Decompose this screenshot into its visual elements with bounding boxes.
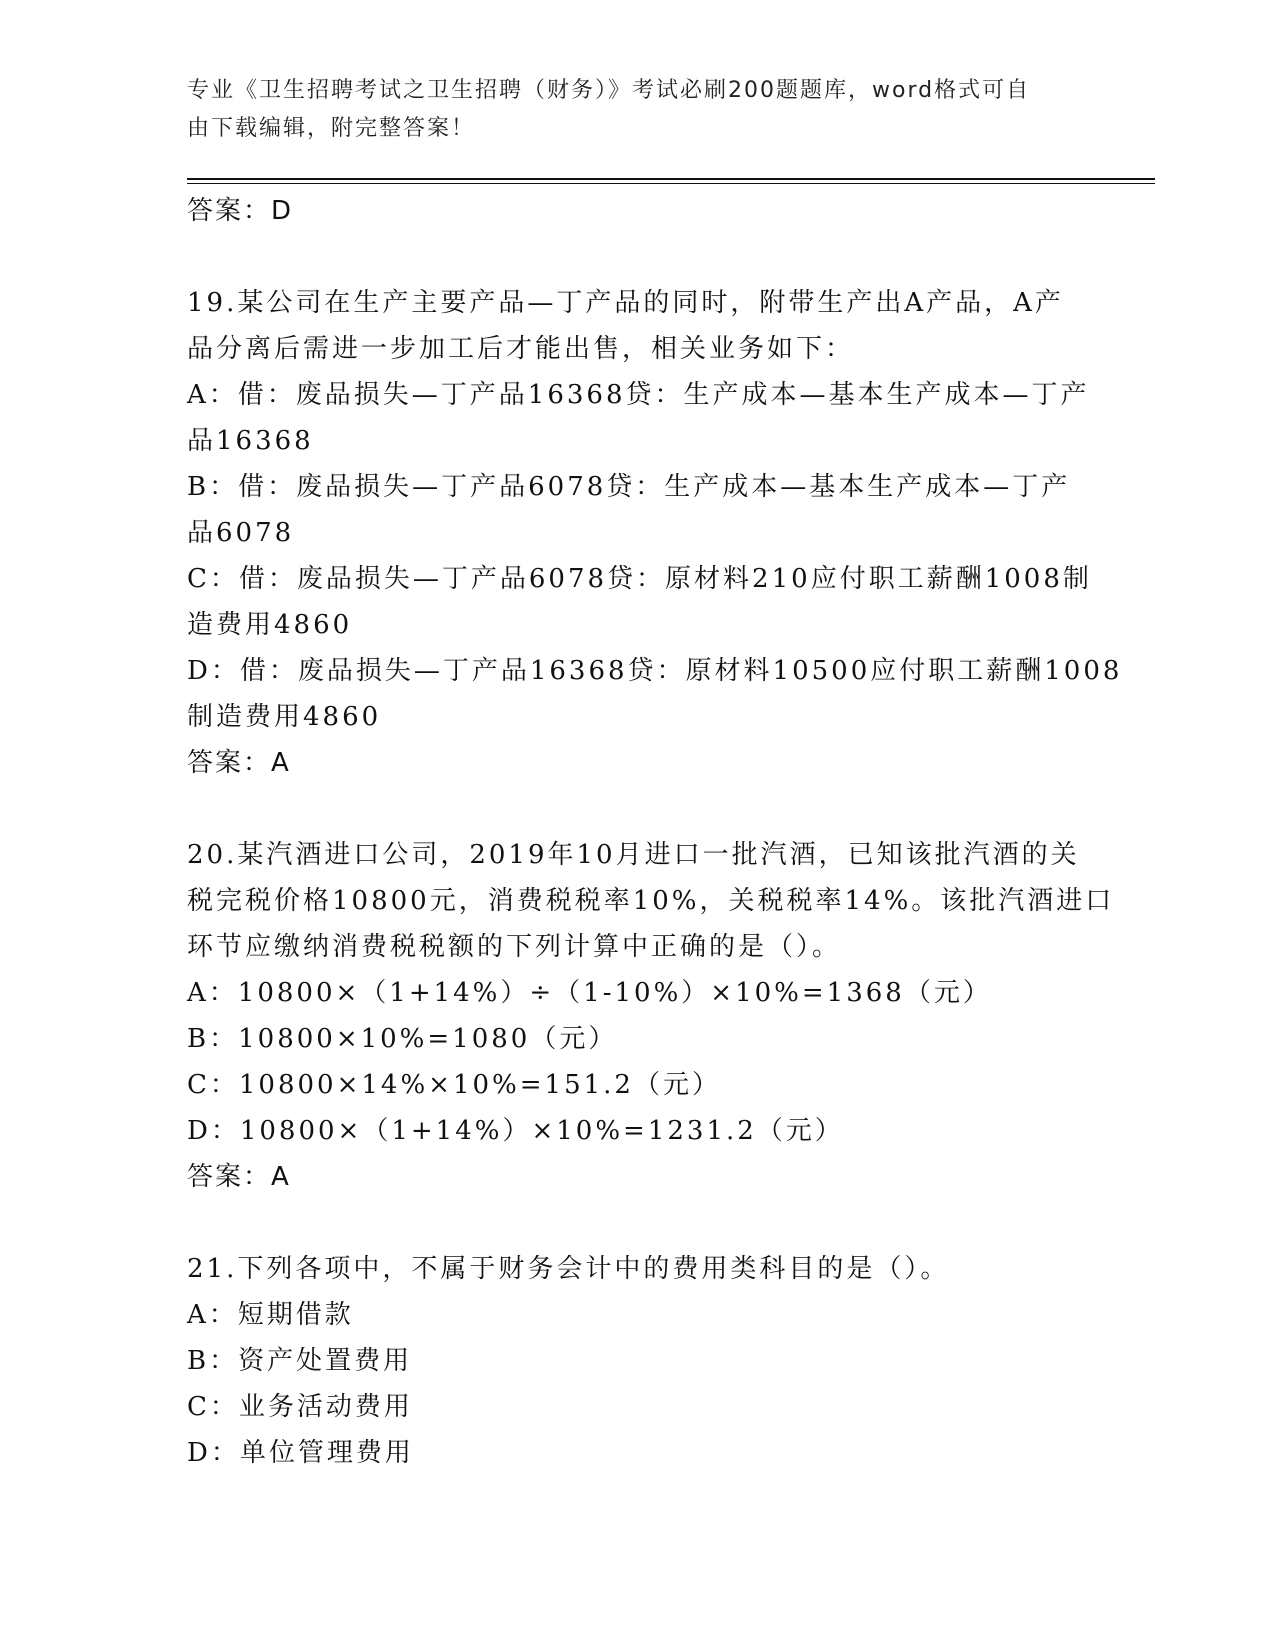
question-19: [187, 280, 1123, 786]
option-b: B：借：废品损失—丁产品6078贷：生产成本—基本生产成本—丁产: [187, 472, 1071, 502]
option-c: C：业务活动费用: [187, 1392, 413, 1422]
option-a: A：10800×（1+14%）÷（1-10%）×10%=1368（元）: [187, 978, 992, 1008]
option-d: D：借：废品损失—丁产品16368贷：原材料10500应付职工薪酬1008: [187, 656, 1123, 686]
option-a: A：短期借款: [187, 1300, 354, 1330]
spacer: [187, 1200, 1087, 1246]
document-body: [187, 188, 1123, 1476]
option-a-continued: 品16368: [187, 426, 314, 456]
previous-answer: 答案：D: [187, 196, 294, 226]
answer: 答案：A: [187, 748, 291, 778]
header-line-2: 由下载编辑，附完整答案！: [187, 116, 476, 141]
question-stem-line: 品分离后需进一步加工后才能出售，相关业务如下：: [187, 334, 855, 364]
answer: 答案：A: [187, 1162, 291, 1192]
option-d-continued: 制造费用4860: [187, 702, 382, 732]
option-d: D：单位管理费用: [187, 1438, 414, 1468]
option-c: C：借：废品损失—丁产品6078贷：原材料210应付职工薪酬1008制: [187, 564, 1092, 594]
question-stem-line: 21.下列各项中，不属于财务会计中的费用类科目的是（）。: [187, 1254, 950, 1284]
question-stem-line: 20.某汽酒进口公司，2019年10月进口一批汽酒，已知该批汽酒的关: [187, 840, 1080, 870]
header-line-1: 专业《卫生招聘考试之卫生招聘（财务）》考试必刷200题题库，word格式可自: [187, 78, 1031, 103]
option-c: C：10800×14%×10%=151.2（元）: [187, 1070, 721, 1100]
spacer: [187, 234, 1087, 280]
option-b: B：10800×10%=1080（元）: [187, 1024, 618, 1054]
question-20: [187, 832, 1115, 1200]
spacer: [187, 786, 1087, 832]
question-21: [187, 1246, 1087, 1476]
page-header: [187, 72, 1067, 148]
option-b: B：资产处置费用: [187, 1346, 413, 1376]
option-a: A：借：废品损失—丁产品16368贷：生产成本—基本生产成本—丁产: [187, 380, 1090, 410]
option-d: D：10800×（1+14%）×10%=1231.2（元）: [187, 1116, 844, 1146]
option-b-continued: 品6078: [187, 518, 295, 548]
header-rule-thick: [187, 178, 1155, 180]
header-rule-thin: [187, 183, 1155, 184]
question-stem-line: 环节应缴纳消费税税额的下列计算中正确的是（）。: [187, 932, 842, 962]
option-c-continued: 造费用4860: [187, 610, 353, 640]
question-stem-line: 税完税价格10800元，消费税税率10%，关税税率14%。该批汽酒进口: [187, 886, 1115, 916]
question-stem-line: 19.某公司在生产主要产品—丁产品的同时，附带生产出A产品，A产: [187, 288, 1064, 318]
